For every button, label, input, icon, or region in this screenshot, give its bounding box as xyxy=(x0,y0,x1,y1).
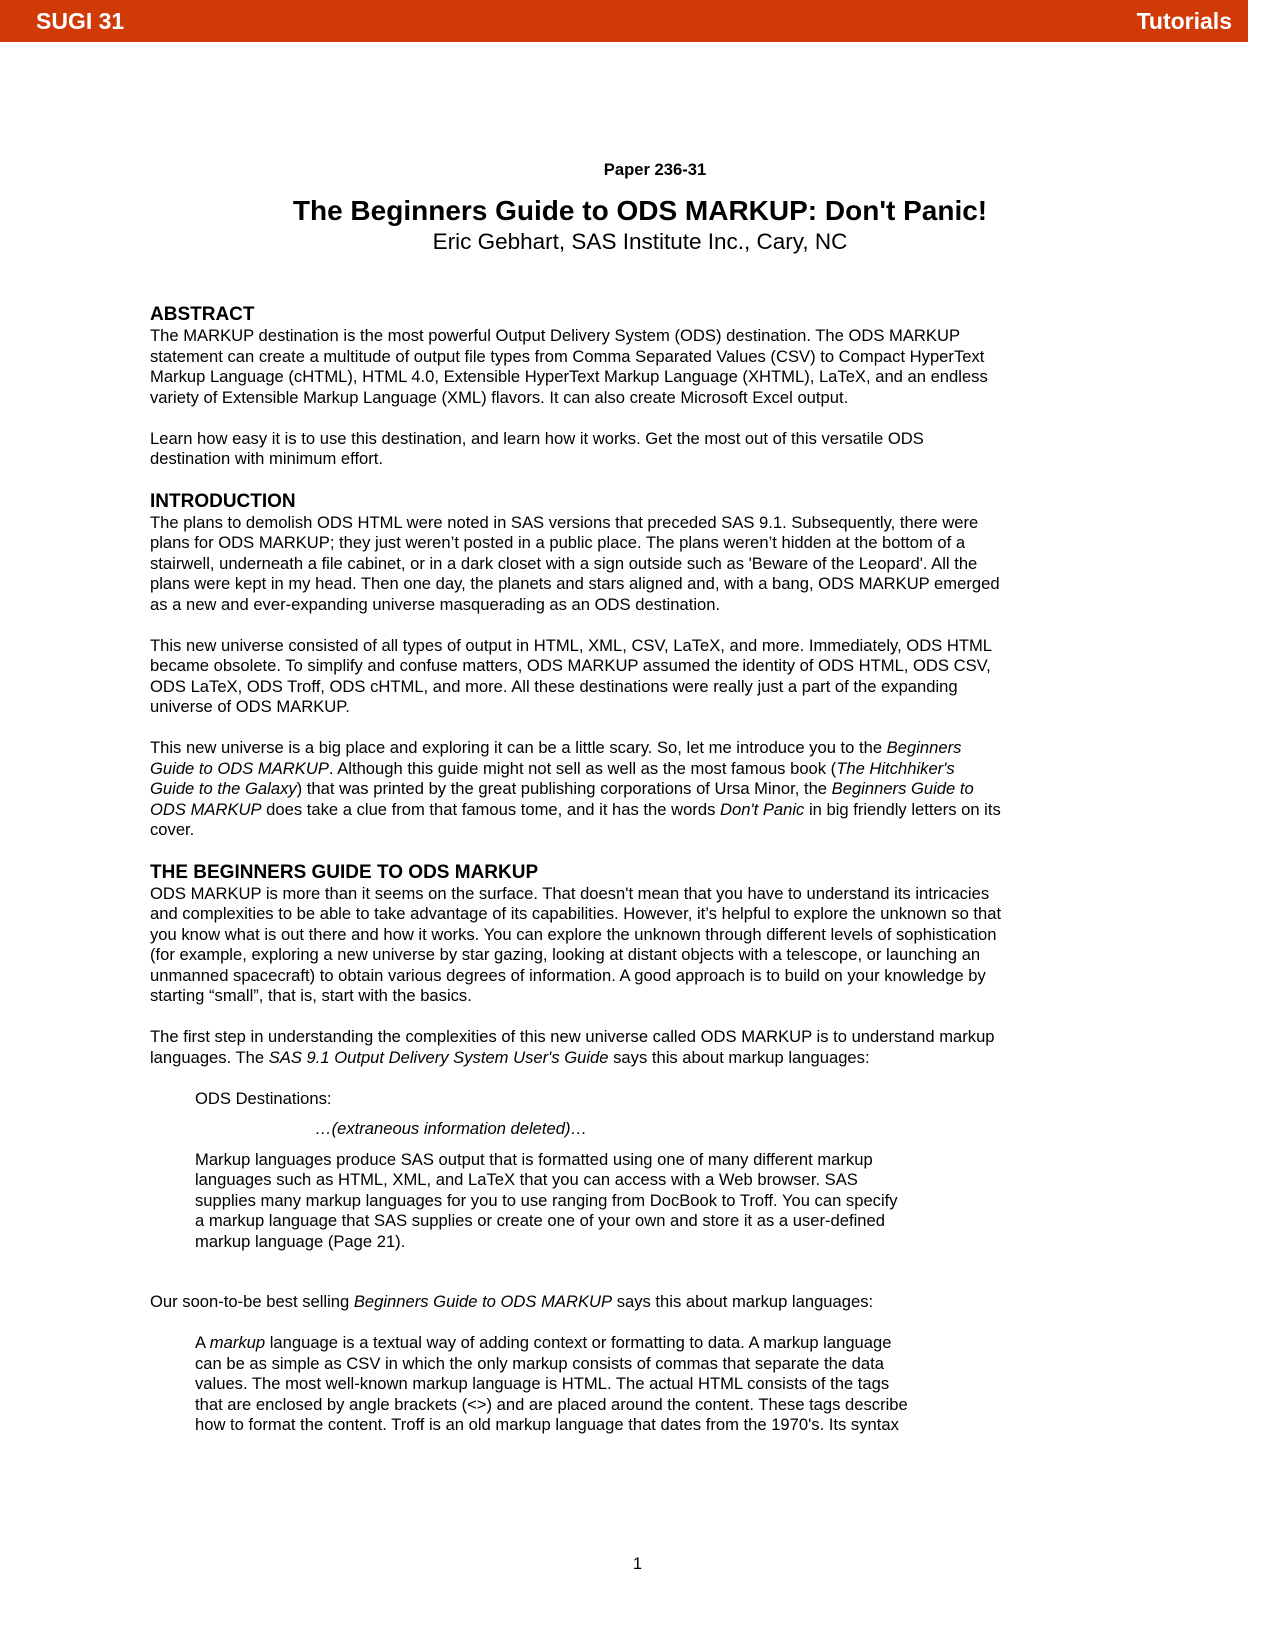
conference-name: SUGI 31 xyxy=(36,8,125,34)
page-content xyxy=(150,160,1130,1436)
text-line: plans were kept in my head. Then one day, the planets and stars aligned and, with a bang, ODS MARKUP emerged xyxy=(150,574,1000,593)
text-line: became obsolete. To simplify and confuse matters, ODS MARKUP assumed the identity of ODS HTML, ODS CSV, xyxy=(150,656,991,675)
book-title: The Hitchhiker's xyxy=(836,758,955,778)
page-number: 1 xyxy=(632,1554,643,1573)
text-run: Our soon-to-be best selling xyxy=(150,1292,354,1311)
text-line xyxy=(195,1333,1035,1354)
book-title: Guide to the Galaxy xyxy=(150,779,297,798)
text-line: that are enclosed by angle brackets (<>) and are placed around the content. These tags describe xyxy=(195,1394,908,1414)
text-line: supplies many markup languages for you to use ranging from DocBook to Troff. You can specify xyxy=(195,1190,898,1210)
quote-omission: …(extraneous information deleted)… xyxy=(315,1119,588,1138)
text-line: This new universe consisted of all types of output in HTML, XML, CSV, LaTeX, and more. Immediately, ODS HTML xyxy=(150,635,993,655)
text-run: A xyxy=(195,1333,210,1352)
text-line: Markup Language (cHTML), HTML 4.0, Extensible HyperText Markup Language (XHTML), LaTeX, and an endless xyxy=(150,367,988,386)
text-line xyxy=(150,800,1130,821)
text-run: languages. The xyxy=(150,1047,269,1067)
text-run: ) that was printed by the great publishing corporations of Ursa Minor, the xyxy=(296,779,832,798)
book-title: ODS MARKUP xyxy=(150,799,262,819)
abstract-heading: ABSTRACT xyxy=(150,304,255,325)
guide-heading: THE BEGINNERS GUIDE TO ODS MARKUP xyxy=(150,861,539,883)
abstract-paragraph-2 xyxy=(150,429,1130,470)
text-line: a markup language that SAS supplies or create one of your own and store it as a user-defined xyxy=(195,1211,885,1230)
book-title: Beginners Guide to ODS MARKUP xyxy=(353,1292,613,1311)
text-line: destination with minimum effort. xyxy=(150,449,384,468)
track-name: Tutorials xyxy=(1136,8,1232,34)
text-line: unmanned spacecraft) to obtain various degrees of information. A good approach is to build on your knowledge by xyxy=(150,965,986,985)
text-line xyxy=(150,738,1130,759)
book-title: Guide to ODS MARKUP xyxy=(150,758,329,778)
text-line: values. The most well-known markup language is HTML. The actual HTML consists of the tags xyxy=(195,1374,890,1393)
text-run: . Although this guide might not sell as well as the most famous book ( xyxy=(328,758,837,778)
quote-body xyxy=(195,1333,1035,1436)
paper-title: The Beginners Guide to ODS MARKUP: Don't Panic! xyxy=(292,195,988,226)
block-quote-2 xyxy=(195,1333,1035,1436)
text-line xyxy=(150,759,1130,780)
block-quote-1 xyxy=(195,1089,1035,1253)
guide-paragraph-2 xyxy=(150,1027,1130,1068)
text-line: as a new and ever-expanding universe masquerading as an ODS destination. xyxy=(150,594,721,614)
paper-number: Paper 236-31 xyxy=(603,160,707,179)
book-title: Beginners Guide to xyxy=(831,779,974,798)
text-run: does take a clue from that famous tome, and it has the words xyxy=(261,799,720,819)
text-line: ODS MARKUP is more than it seems on the surface. That doesn't mean that you have to understand its intricacies xyxy=(150,883,990,903)
introduction-paragraph-2 xyxy=(150,636,1130,718)
abstract-paragraph-1 xyxy=(150,326,1130,408)
text-line: plans for ODS MARKUP; they just weren’t posted in a public place. The plans weren’t hidden at the bottom of a xyxy=(150,533,966,552)
text-line xyxy=(150,1048,1130,1069)
introduction-paragraph-1 xyxy=(150,513,1130,616)
text-line: (for example, exploring a new universe by star gazing, looking at distant objects with a telescope, or launching an xyxy=(150,945,981,964)
conference-header-bar xyxy=(0,0,1248,42)
text-line: The plans to demolish ODS HTML were noted in SAS versions that preceded SAS 9.1. Subsequently, there were xyxy=(150,512,979,532)
text-line: Learn how easy it is to use this destination, and learn how it works. Get the most out of this versatile ODS xyxy=(150,428,924,448)
text-line: statement can create a multitude of output file types from Comma Separated Values (CSV) to Compact HyperText xyxy=(150,346,985,366)
text-run: says this about markup languages: xyxy=(608,1047,870,1067)
text-line: starting “small”, that is, start with the basics. xyxy=(150,986,472,1005)
text-run: This new universe is a big place and exploring it can be a little scary. So, let me introduce you to the xyxy=(150,738,887,757)
text-line: stairwell, underneath a file cabinet, or in a dark closet with a sign outside such as 'Beware of the Leopard'. All the xyxy=(150,553,978,573)
text-run: language is a textual way of adding context or formatting to data. A markup language xyxy=(265,1333,892,1352)
emphasis-text: markup xyxy=(209,1333,266,1352)
text-line: ODS LaTeX, ODS Troff, ODS cHTML, and more. All these destinations were really just a part of the expanding xyxy=(150,676,958,696)
text-line: can be as simple as CSV in which the only markup consists of commas that separate the data xyxy=(195,1353,884,1373)
quote-heading: ODS Destinations: xyxy=(195,1088,332,1108)
paper-author: Eric Gebhart, SAS Institute Inc., Cary, NC xyxy=(432,229,848,254)
guide-paragraph-1 xyxy=(150,884,1130,1007)
text-line: cover. xyxy=(150,820,195,839)
text-line: The MARKUP destination is the most powerful Output Delivery System (ODS) destination. The ODS MARKUP xyxy=(150,326,961,345)
text-line: universe of ODS MARKUP. xyxy=(150,697,350,716)
text-line: markup language (Page 21). xyxy=(195,1231,406,1251)
emphasis-text: Don't Panic xyxy=(719,799,805,819)
text-line: The first step in understanding the complexities of this new universe called ODS MARKUP is to understand markup xyxy=(150,1027,995,1046)
text-line: variety of Extensible Markup Language (XML) flavors. It can also create Microsoft Excel output. xyxy=(150,387,849,407)
text-line xyxy=(150,779,1130,800)
introduction-heading: INTRODUCTION xyxy=(150,490,296,512)
guide-paragraph-3 xyxy=(150,1292,1130,1313)
text-line: you know what is out there and how it works. You can explore the unknown through different levels of sophistication xyxy=(150,924,997,944)
book-title: SAS 9.1 Output Delivery System User's Guide xyxy=(268,1047,609,1067)
text-run: in big friendly letters on its xyxy=(804,799,1001,819)
text-line: how to format the content. Troff is an old markup language that dates from the 1970's. Its syntax xyxy=(195,1415,899,1434)
introduction-paragraph-3 xyxy=(150,738,1130,841)
quote-body xyxy=(195,1150,1035,1253)
text-line: and complexities to be able to take advantage of its capabilities. However, it’s helpful to explore the unknown so that xyxy=(150,904,1002,923)
text-run: says this about markup languages: xyxy=(612,1292,874,1311)
text-line: languages such as HTML, XML, and LaTeX that you can access with a Web browser. SAS xyxy=(195,1170,858,1189)
book-title: Beginners xyxy=(886,738,962,757)
text-line: Markup languages produce SAS output that is formatted using one of many different markup xyxy=(195,1149,873,1169)
